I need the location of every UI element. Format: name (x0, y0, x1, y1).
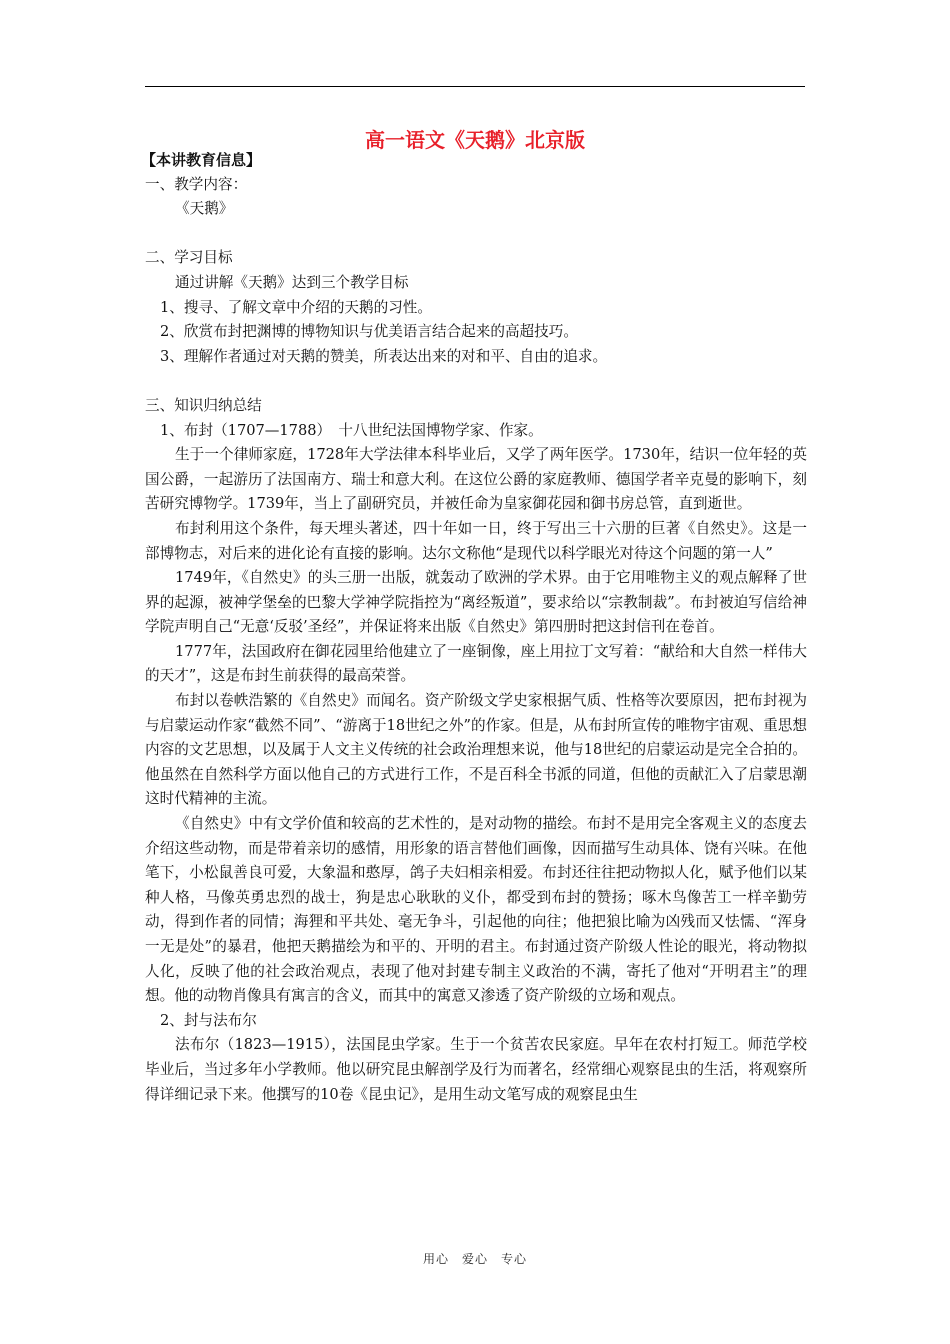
section-2-heading: 二、学习目标 (145, 249, 233, 267)
section-1-item: 《天鹅》 (175, 200, 234, 218)
spacer (145, 222, 807, 247)
paragraph-4: 1777年，法国政府在御花园里给他建立了一座铜像，座上用拉丁文写着：“献给和大自然一样伟大的天才”，这是布封生前获得的最高荣誉。 (145, 642, 807, 685)
page-footer: 用心 爱心 专心 (422, 1252, 527, 1266)
section-2-goal-1: 1、搜寻、了解文章中介绍的天鹅的习性。 (160, 298, 432, 316)
section-1-heading: 一、教学内容： (145, 175, 248, 193)
paragraph-3: 1749年，《自然史》的头三册一出版，就轰动了欧洲的学术界。由于它用唯物主义的观点解释了世界的起源，被神学堡垒的巴黎大学神学院指控为“离经叛道”，要求给以“宗教制裁”。布封被迫写信给神学院声明自己“无意‘反驳’圣经”，并保证将来出版《自然史》第四册时把这封信刊在卷首。 (145, 569, 807, 636)
document-title: 高一语文《天鹅》北京版 (365, 128, 585, 152)
section-2-goal-3: 3、理解作者通过对天鹅的赞美，所表达出来的对和平、自由的追求。 (160, 347, 608, 365)
paragraph-6: 《自然史》中有文学价值和较高的艺术性的，是对动物的描绘。布封不是用完全客观主义的态度去介绍这些动物，而是带着亲切的感情，用形象的语言替他们画像，因而描写生动具体、饶有兴味。在他笔下，小松鼠善良可爱，大象温和憨厚，鸽子夫妇相亲相爱。布封还往往把动物拟人化，赋予他们以某种人格，马像英勇忠烈的战士，狗是忠心耿耿的义仆，都受到布封的赞扬；啄木鸟像苦工一样辛勤劳动，得到作者的同情；海狸和平共处、毫无争斗，引起他的向往；他把狼比喻为凶残而又怯懦、“浑身一无是处”的暴君，他把天鹅描绘为和平的、开明的君主。布封通过资产阶级人性论的眼光，将动物拟人化，反映了他的社会政治观点，表现了他对封建专制主义政治的不满，寄托了他对“开明君主”的理想。他的动物肖像具有寓言的含义，而其中的寓意又渗透了资产阶级的立场和观点。 (145, 815, 807, 1005)
spacer (145, 369, 807, 394)
section-3-subheading-1: 1、布封（1707—1788） 十八世纪法国博物学家、作家。 (160, 421, 543, 439)
paragraph-2: 布封利用这个条件，每天埋头著述，四十年如一日，终于写出三十六册的巨著《自然史》。这是一部博物志，对后来的进化论有直接的影响。达尔文称他“是现代以科学眼光对待这个问题的第一人” (145, 519, 807, 562)
info-heading: 【本讲教育信息】 (141, 151, 262, 169)
paragraph-5: 布封以卷帙浩繁的《自然史》而闻名。资产阶级文学史家根据气质、性格等次要原因，把布封视为与启蒙运动作家“截然不同”、“游离于18世纪之外”的作家。但是，从布封所宣传的唯物宇宙观、重思想内容的文艺思想，以及属于人文主义传统的社会政治理想来说，他与18世纪的启蒙运动是完全合拍的。他虽然在自然科学方面以他自己的方式进行工作，不是百科全书派的同道，但他的贡献汇入了启蒙思潮这时代精神的主流。 (145, 692, 807, 808)
paragraph-7: 法布尔（1823—1915），法国昆虫学家。生于一个贫苦农民家庭。早年在农村打短工。师范学校毕业后，当过多年小学教师。他以研究昆虫解剖学及行为而著名，经常细心观察昆虫的生活，将观察所得详细记录下来。他撰写的10卷《昆虫记》，是用生动文笔写成的观察昆虫生 (145, 1036, 807, 1103)
section-2-intro: 通过讲解《天鹅》达到三个教学目标 (175, 273, 409, 291)
section-2-goal-2: 2、欣赏布封把渊博的博物知识与优美语言结合起来的高超技巧。 (160, 323, 578, 341)
section-3-heading: 三、知识归纳总结 (145, 396, 262, 414)
section-3-subheading-2: 2、封与法布尔 (160, 1011, 257, 1029)
paragraph-1: 生于一个律师家庭，1728年大学法律本科毕业后，又学了两年医学。1730年，结识一位年轻的英国公爵，一起游历了法国南方、瑞士和意大利。在这位公爵的家庭教师、德国学者辛克曼的影响下，刻苦研究博物学。1739年，当上了副研究员，并被任命为皇家御花园和御书房总管，直到逝世。 (145, 446, 807, 513)
document-body (141, 148, 807, 1107)
header-rule (145, 86, 805, 87)
